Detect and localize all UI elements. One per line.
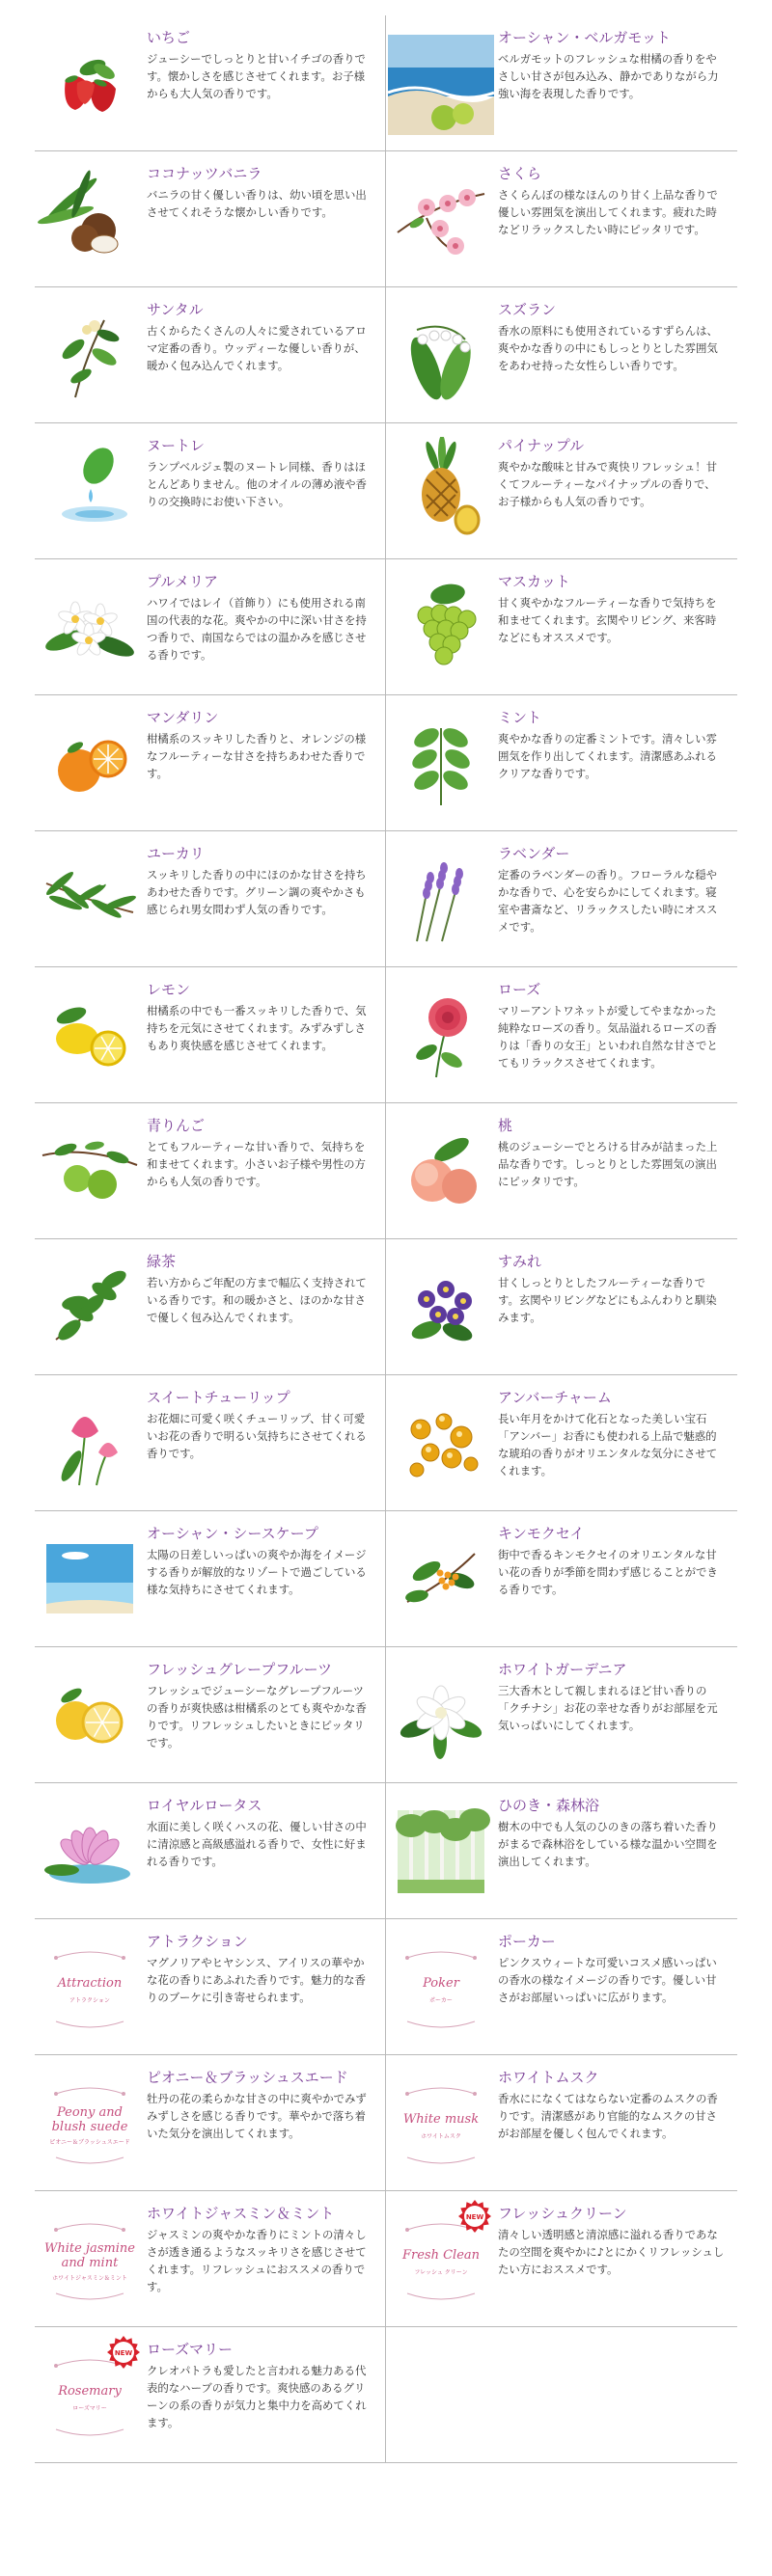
svg-text:ローズマリー: ローズマリー — [72, 2405, 107, 2412]
fragrance-name: 青りんご — [147, 1117, 206, 1134]
eucalyptus-icon — [37, 845, 143, 951]
svg-text:NEW: NEW — [465, 2213, 484, 2221]
fragrance-row — [35, 1919, 737, 2055]
fragrance-name: マスカット — [498, 573, 570, 590]
forest-icon — [388, 1797, 494, 1903]
fragrance-card — [386, 1783, 737, 1918]
fragrance-description: とてもフルーティーな甘い香りで、気持ちを和ませてくれます。小さいお子様や男性の方からも人気の香りです。 — [147, 1140, 366, 1188]
fragrance-row — [35, 1375, 737, 1511]
fragrance-name: ラベンダー — [498, 845, 570, 862]
fragrance-description: 古くからたくさんの人々に愛されているアロマ定番の香り。ウッディーな優しい香りが、暖かく包み込んでくれます。 — [147, 324, 367, 372]
svg-text:Peony and: Peony and — [57, 2105, 123, 2120]
muscat-icon — [388, 573, 494, 679]
seascape-icon — [37, 1525, 143, 1631]
water-drop-leaf-icon — [37, 437, 143, 543]
fragrance-description: お花畑に可愛く咲くチューリップ、甘く可愛いお花の香りで明るい気持ちにさせてくれる香りです。 — [147, 1412, 367, 1460]
fragrance-row — [35, 1103, 737, 1239]
fragrance-card — [35, 559, 386, 694]
fragrance-description: 甘く爽やかなフルーティーな香りで気持ちを和ませてくれます。玄関やリビング、来客時などにもオススメです。 — [498, 596, 717, 644]
fragrance-card — [386, 2191, 737, 2326]
fragrance-name: ミント — [498, 709, 542, 726]
svg-text:アトラクション: アトラクション — [69, 1997, 110, 2004]
fragrance-description: 三大香木として親しまれるほど甘い香りの「クチナシ」お花の幸せな香りがお部屋を元気いっぱいにしてくれます。 — [498, 1684, 718, 1732]
fragrance-name: オーシャン・ベルガモット — [498, 29, 671, 46]
fragrance-row — [35, 151, 737, 287]
fragrance-row — [35, 2327, 737, 2463]
fragrance-card — [35, 1511, 386, 1646]
svg-text:NEW: NEW — [114, 2349, 133, 2357]
fragrance-card — [386, 1239, 737, 1374]
fragrance-name: パイナップル — [498, 437, 585, 454]
fragrance-card — [386, 1375, 737, 1510]
svg-text:Fresh Clean: Fresh Clean — [401, 2248, 481, 2263]
label-card-icon — [388, 2069, 494, 2175]
fragrance-row — [35, 1783, 737, 1919]
fragrance-row — [35, 423, 737, 559]
fragrance-name: サンタル — [147, 301, 204, 318]
label-card-icon — [37, 2341, 143, 2447]
fragrance-name: ユーカリ — [147, 845, 205, 862]
fragrance-name: ヌートレ — [147, 437, 206, 454]
fragrance-row — [35, 1647, 737, 1783]
fragrance-name: ロイヤルロータス — [147, 1797, 262, 1814]
svg-text:ポーカー: ポーカー — [429, 1997, 453, 2004]
fragrance-description: 水面に美しく咲くハスの花、優しい甘さの中に清涼感と高級感溢れる香りで、女性に好まれる香りです。 — [147, 1820, 367, 1868]
rose-icon — [388, 981, 494, 1087]
strawberry-icon — [37, 29, 143, 135]
fragrance-description: 桃のジューシーでとろける甘みが詰まった上品な香りです。しっとりとした雰囲気の演出にピッタリです。 — [498, 1140, 718, 1188]
svg-text:ホワイトムスク: ホワイトムスク — [421, 2133, 461, 2140]
fragrance-card — [35, 287, 386, 422]
fragrance-description: 長い年月をかけて化石となった美しい宝石「アンバー」お香にも使われる上品で魅惑的な琥珀の香りがオリエンタルな気分にさせてくれます。 — [498, 1412, 718, 1478]
fragrance-description: さくらんぼの様なほんのり甘く上品な香りで優しい雰囲気を演出してくれます。疲れた時などリラックスしたい時にピッタリです。 — [498, 188, 718, 236]
fragrance-card — [386, 1511, 737, 1646]
fragrance-description: ジャスミンの爽やかな香りにミントの清々しさが透き通るようなスッキリさを感じさせてくれます。リフレッシュにおススメの香りです。 — [147, 2228, 367, 2293]
fragrance-name: フレッシュグレープフルーツ — [147, 1661, 333, 1678]
fragrance-card — [386, 15, 737, 150]
fragrance-description: 香水にになくてはならない定番のムスクの香りです。清潔感があり官能的なムスクの甘さがお部屋を優しく包んでくれます。 — [498, 2092, 718, 2140]
sakura-icon — [388, 165, 494, 271]
fragrance-card — [35, 695, 386, 830]
plumeria-icon — [37, 573, 143, 679]
ocean-bergamot-icon — [388, 29, 494, 135]
svg-text:and mint: and mint — [61, 2256, 119, 2270]
fragrance-card — [386, 2055, 737, 2190]
label-card-icon — [388, 1933, 494, 2039]
fragrance-description: ランプベルジェ製のヌートレ同様、香りはほとんどありません。他のオイルの薄め液や香りの交換時にお使い下さい。 — [147, 460, 367, 508]
fragrance-description: スッキリした香りの中にほのかな甘さを持ちあわせた香りです。グリーン調の爽やかさも感じられ男女問わず人気の香りです。 — [147, 868, 367, 916]
svg-text:Attraction: Attraction — [57, 1976, 123, 1991]
fragrance-card — [386, 2327, 737, 2462]
label-card-icon — [37, 1933, 143, 2039]
fragrance-description: 牡丹の花の柔らかな甘さの中に爽やかでみずみずしさを感じる香りです。華やかで落ち着いた気分を演出してくれます。 — [147, 2092, 367, 2140]
svg-text:フレッシュ クリーン: フレッシュ クリーン — [414, 2269, 468, 2276]
fragrance-card — [386, 695, 737, 830]
fragrance-name: マンダリン — [147, 709, 219, 726]
fragrance-row — [35, 967, 737, 1103]
fragrance-description: 爽やかな酸味と甘みで爽快リフレッシュ！甘くてフルーティーなパイナップルの香りで、お子様からも人気の香りです。 — [498, 460, 718, 508]
fragrance-description: 清々しい透明感と清涼感に溢れる香りであなたの空間を爽やかに♪とにかくリフレッシュしたい方におススメです。 — [498, 2228, 725, 2276]
fragrance-card — [35, 2191, 386, 2326]
green-tea-icon — [37, 1253, 143, 1359]
label-card-icon — [37, 2069, 143, 2175]
grapefruit-icon — [37, 1661, 143, 1767]
santal-icon — [37, 301, 143, 407]
fragrance-description: ジューシーでしっとりと甘いイチゴの香りです。懐かしさを感じさせてくれます。お子様からも大人気の香りです。 — [147, 52, 366, 100]
fragrance-description: マグノリアやヒヤシンス、アイリスの華やかな花の香りにあふれた香りです。魅力的な香りのブーケに引き寄せられます。 — [147, 1956, 366, 2004]
fragrance-name: ピオニー＆ブラッシュスエード — [147, 2069, 348, 2086]
fragrance-name: ローズ — [498, 981, 541, 998]
fragrance-name: キンモクセイ — [498, 1525, 585, 1542]
fragrance-description: マリーアントワネットが愛してやまなかった純粋なローズの香り。気品溢れるローズの香りは「香りの女王」といわれ自然な甘さでとてもリラックスさせてくれます。 — [498, 1004, 718, 1070]
fragrance-row — [35, 2055, 737, 2191]
fragrance-name: プルメリア — [147, 573, 218, 590]
fragrance-name: ひのき・森林浴 — [498, 1797, 600, 1814]
peach-icon — [388, 1117, 494, 1223]
fragrance-name: さくら — [498, 165, 542, 182]
fragrance-row — [35, 2191, 737, 2327]
fragrance-row — [35, 15, 737, 151]
fragrance-card — [386, 1919, 737, 2054]
fragrance-name: アトラクション — [147, 1933, 248, 1950]
fragrance-description: 若い方からご年配の方まで幅広く支持されている香りです。和の暖かさと、ほのかな甘さで優しく包み込んでくれます。 — [147, 1276, 367, 1324]
fragrance-description: ハワイではレイ（首飾り）にも使用される南国の代表的な花。爽やかの中に深い甘さを持つ香りで、南国ならではの温かみを感じさせる香りです。 — [147, 596, 367, 662]
fragrance-description: 柑橘系の中でも一番スッキリした香りで、気持ちを元気にさせてくれます。みずみずしさもあり爽快感を感じさせてくれます。 — [147, 1004, 367, 1052]
osmanthus-icon — [388, 1525, 494, 1631]
fragrance-description: 定番のラベンダーの香り。フローラルな穏やかな香りで、心を安らかにしてくれます。寝室や書斎など、リラックスしたい時にオススメです。 — [498, 868, 718, 934]
tulip-icon — [37, 1389, 143, 1495]
fragrance-card — [35, 1103, 386, 1238]
new-badge-icon — [104, 2333, 143, 2372]
fragrance-name: ローズマリー — [147, 2341, 233, 2358]
fragrance-description: 樹木の中でも人気のひのきの落ち着いた香りがまるで森林浴をしている様な温かい空間を演出してくれます。 — [498, 1820, 718, 1868]
svg-text:ホワイトジャスミン＆ミント: ホワイトジャスミン＆ミント — [52, 2275, 127, 2282]
fragrance-description: 太陽の日差しいっぱいの爽やか海をイメージする香りが解放的なリゾートで過ごしている様な気持ちにさせてくれます。 — [147, 1548, 367, 1596]
fragrance-row — [35, 287, 737, 423]
fragrance-row — [35, 831, 737, 967]
svg-text:blush suede: blush suede — [51, 2120, 128, 2134]
fragrance-card — [35, 151, 386, 286]
fragrance-card — [35, 1239, 386, 1374]
fragrance-card — [386, 1103, 737, 1238]
fragrance-description: 甘くしっとりとしたフルーティーな香りです。玄関やリビングなどにもふんわりと馴染みます。 — [498, 1276, 717, 1324]
fragrance-name: オーシャン・シースケープ — [147, 1525, 318, 1542]
green-apple-icon — [37, 1117, 143, 1223]
fragrance-description: 爽やかな香りの定番ミントです。清々しい雰囲気を作り出してくれます。清潔感あふれるクリアな香りです。 — [498, 732, 717, 780]
fragrance-card — [386, 287, 737, 422]
label-card-icon — [388, 2205, 494, 2311]
svg-text:White jasmine: White jasmine — [44, 2241, 135, 2256]
svg-text:ピオニー＆ブラッシュスエード: ピオニー＆ブラッシュスエード — [49, 2139, 130, 2146]
fragrance-card — [386, 151, 737, 286]
fragrance-card — [35, 2055, 386, 2190]
fragrance-card — [35, 15, 386, 150]
fragrance-name: いちご — [147, 29, 191, 46]
fragrance-card — [386, 831, 737, 966]
fragrance-card — [35, 2327, 386, 2462]
mint-icon — [388, 709, 494, 815]
fragrance-grid — [35, 15, 737, 2463]
fragrance-card — [35, 831, 386, 966]
fragrance-description: 柑橘系のスッキリした香りと、オレンジの様なフルーティーな甘さを持ちあわせた香りです。 — [147, 732, 367, 780]
fragrance-row — [35, 559, 737, 695]
pineapple-icon — [388, 437, 494, 543]
mandarin-icon — [37, 709, 143, 815]
fragrance-card — [35, 967, 386, 1102]
fragrance-description: 香水の原料にも使用されているすずらんは、爽やかな香りの中にもしっとりとした雰囲気をあわせ持った女性らしい香りです。 — [498, 324, 718, 372]
amber-icon — [388, 1389, 494, 1495]
fragrance-card — [35, 423, 386, 558]
fragrance-name: 桃 — [498, 1117, 513, 1134]
coconut-icon — [37, 165, 143, 271]
fragrance-row — [35, 1239, 737, 1375]
svg-text:White musk: White musk — [402, 2112, 480, 2127]
svg-text:Rosemary: Rosemary — [58, 2384, 122, 2399]
fragrance-card — [35, 1919, 386, 2054]
new-badge-icon — [455, 2197, 494, 2236]
fragrance-card — [386, 967, 737, 1102]
fragrance-name: アンバーチャーム — [498, 1389, 612, 1406]
svg-text:Poker: Poker — [423, 1976, 459, 1991]
fragrance-name: ココナッツバニラ — [147, 165, 262, 182]
fragrance-row — [35, 695, 737, 831]
fragrance-description: フレッシュでジューシーなグレープフルーツの香りが爽快感は柑橘系のとても爽やかな香りです。リフレッシュしたいときにピッタリです。 — [147, 1684, 367, 1749]
lotus-icon — [37, 1797, 143, 1903]
label-card-icon — [37, 2205, 143, 2311]
fragrance-name: ホワイトムスク — [498, 2069, 599, 2086]
lily-of-valley-icon — [388, 301, 494, 407]
fragrance-card — [386, 1647, 737, 1782]
fragrance-name: スイートチューリップ — [147, 1389, 290, 1406]
fragrance-name: フレッシュクリーン — [498, 2205, 627, 2222]
fragrance-card — [386, 423, 737, 558]
fragrance-name: 緑茶 — [147, 1253, 177, 1270]
fragrance-name: ポーカー — [498, 1933, 556, 1950]
fragrance-card — [35, 1375, 386, 1510]
fragrance-description: ピンクスウィートな可愛いコスメ感いっぱいの香水の様なイメージの香りです。優しい甘さがお部屋いっぱいに広がります。 — [498, 1956, 717, 2004]
fragrance-card — [35, 1647, 386, 1782]
fragrance-row — [35, 1511, 737, 1647]
fragrance-name: レモン — [147, 981, 191, 998]
fragrance-card — [35, 1783, 386, 1918]
fragrance-card — [386, 559, 737, 694]
violet-icon — [388, 1253, 494, 1359]
fragrance-name: すみれ — [498, 1253, 542, 1270]
fragrance-description: 街中で香るキンモクセイのオリエンタルな甘い花の香りが季節を問わず感じることができる香りです。 — [498, 1548, 718, 1596]
fragrance-description: クレオパトラも愛したと言われる魅力ある代表的なハーブの香りです。爽快感のあるグリーンの系の香りが気力と集中力を高めてくれます。 — [147, 2364, 367, 2429]
fragrance-name: スズラン — [498, 301, 557, 318]
fragrance-name: ホワイトガーデニア — [498, 1661, 627, 1678]
lemon-icon — [37, 981, 143, 1087]
gardenia-icon — [388, 1661, 494, 1767]
lavender-icon — [388, 845, 494, 951]
fragrance-name: ホワイトジャスミン＆ミント — [147, 2205, 335, 2222]
fragrance-description: ベルガモットのフレッシュな柑橘の香りをやさしい甘さが包み込み、静かでありながら力強い海を表現した香りです。 — [498, 52, 719, 100]
fragrance-description: バニラの甘く優しい香りは、幼い頃を思い出させてくれそうな懐かしい香りです。 — [147, 188, 367, 219]
